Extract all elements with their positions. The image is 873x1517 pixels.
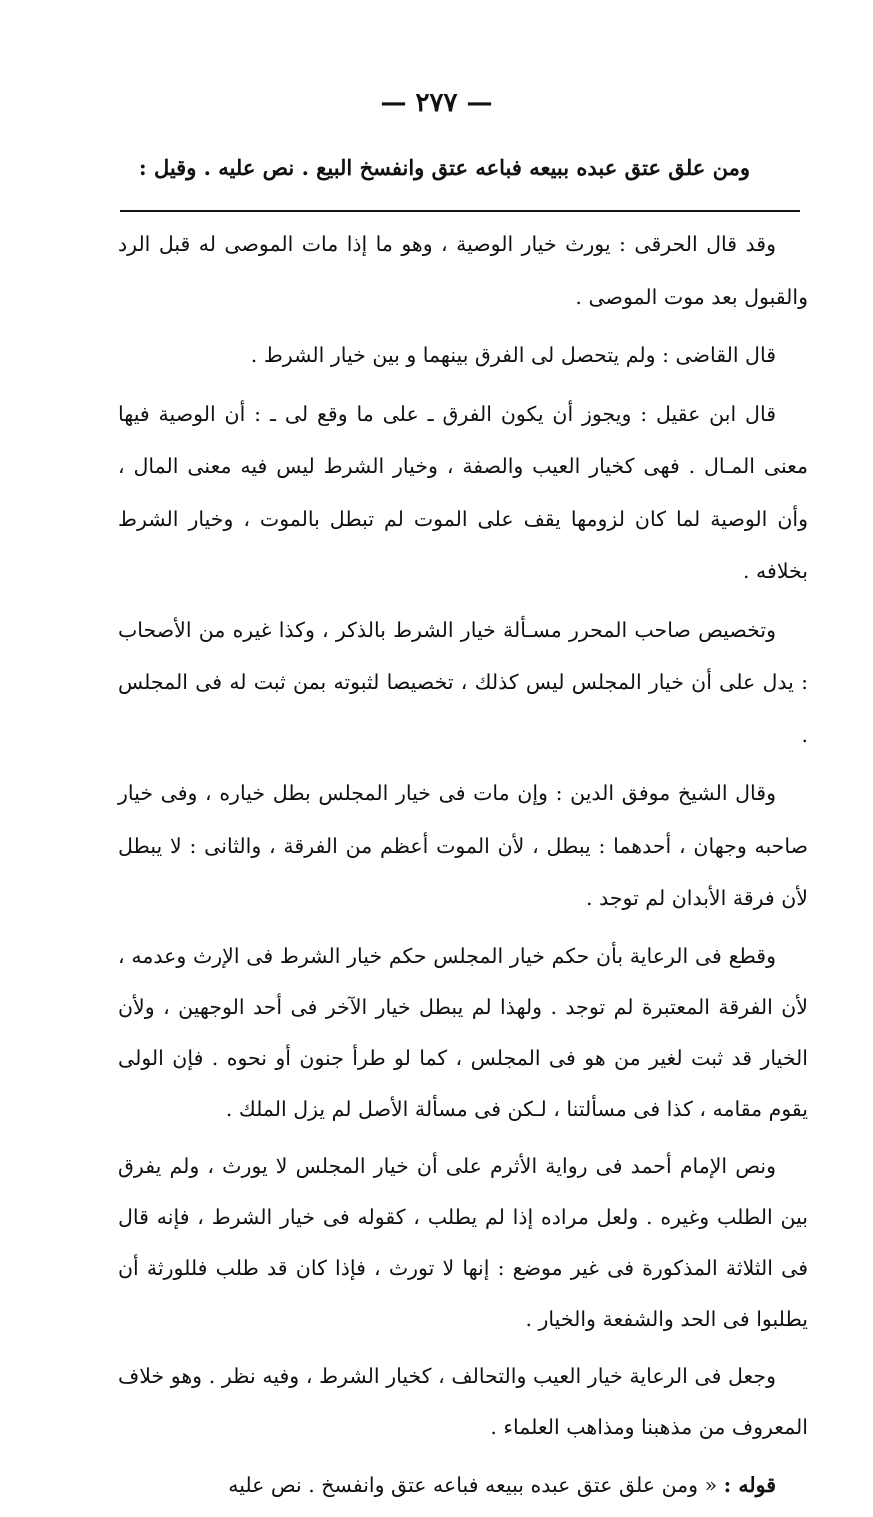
paragraph-riaya-ayb: وجعل فى الرعاية خيار العيب والتحالف ، كخيار الشرط ، وفيه نظر . وهو خلاف المعروف من مذهبنا ومذاهب العلماء . [118,1363,808,1439]
paragraph-qawluhu [118,1459,808,1512]
paragraph-riaya: وقطع فى الرعاية بأن حكم خيار المجلس حكم خيار الشرط فى الإرث وعدمه ، لأن الفرقة المعتبرة لم توجد . ولهذا لم يبطل خيار الآخر فى أحد الوجهين ، ولأن الخيار قد ثبت لغير من هو فى المجلس ، كما لو طرأ جنون أو نحوه . فإن الولى يقوم مقامه ، كذا فى مسألتنا ، لـكن فى مسألة الأصل لم يزل الملك . [118,943,808,1121]
paragraph-ibn-aqil: قال ابن عقيل : ويجوز أن يكون الفرق ـ على ما وقع لى ـ : أن الوصية فيها معنى المـال . فهى كخيار العيب والصفة ، وخيار الشرط ليس فيه معنى المال ، وأن الوصية لما كان لزومها يقف على الموت لم تبطل بالموت ، وخيار الشرط بخلافه . [118,401,808,583]
qawluhu-lead: قوله : [723,1472,776,1497]
page-number: — ٢٧٧ — [380,88,493,118]
paragraph-imam-ahmad: ونص الإمام أحمد فى رواية الأثرم على أن خيار المجلس لا يورث ، ولم يفرق بين الطلب وغيره . ولعل مراده إذا لم يطلب ، كقوله فى خيار الشرط ، فإنه قال فى الثلاثة المذكورة فى غير موضع : إنها لا تورث ، فإذا كان قد طلب فللورثة أن يطلبوا فى الحد والشفعة والخيار . [118,1153,808,1331]
main-text-block [118,218,808,1517]
running-header-text: ومن علق عتق عبده ببيعه فباعه عتق وانفسخ البيع . نص عليه . وقيل : [138,155,750,180]
qawluhu-text: « ومن علق عتق عبده ببيعه فباعه عتق وانفسخ . نص عليه [228,1472,724,1497]
paragraph-muharrar: وتخصيص صاحب المحرر مسـألة خيار الشرط بالذكر ، وكذا غيره من الأصحاب : يدل على أن خيار المجلس ليس كذلك ، تخصيصا لثبوته بمن ثبت له فى المجلس . [118,617,808,747]
paragraph-kharaqi: وقد قال الحرقى : يورث خيار الوصية ، وهو ما إذا مات الموصى له قبل الرد والقبول بعد موت الموصى . [118,232,808,309]
paragraph-qadi: قال القاضى : ولم يتحصل لى الفرق بينهما و بين خيار الشرط . [250,343,776,367]
paragraph-muwaffaq: وقال الشيخ موفق الدين : وإن مات فى خيار المجلس بطل خياره ، وفى خيار صاحبه وجهان ، أحدهما : يبطل ، لأن الموت أعظم من الفرقة ، والثانى : لا يبطل لأن فرقة الأبدان لم توجد . [118,781,808,910]
header-divider [120,210,800,212]
